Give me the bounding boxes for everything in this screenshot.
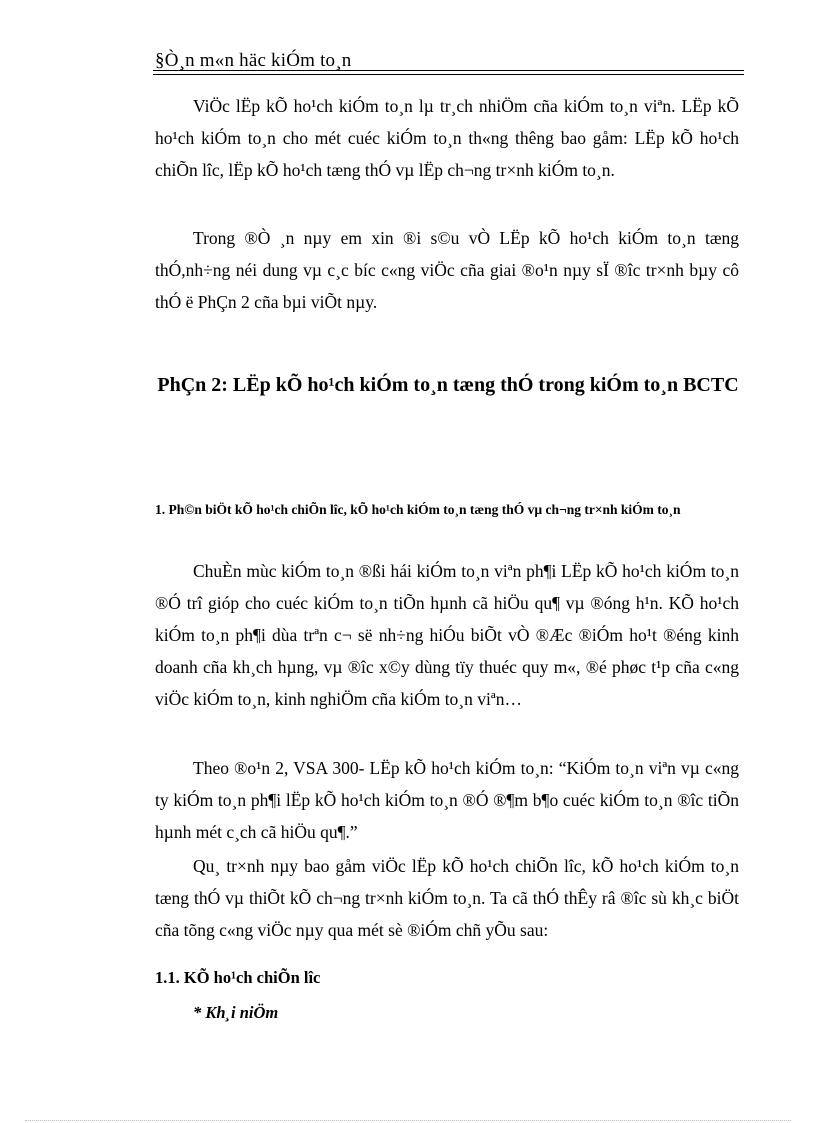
body-paragraph-2: Theo ®o¹n 2, VSA 300- LËp kÕ ho¹ch kiÓm to¸n: “KiÓm to¸n viªn vµ c«ng ty kiÓm to¸n ph¶i lËp kÕ ho¹ch kiÓm to¸n ®Ó ®¶m b¶o cuéc kiÓm to¸n ®îc tiÕn hµnh mét c¸ch cã hiÖu qu¶.”: [155, 758, 739, 842]
subheading-1: 1. Ph©n biÖt kÕ ho¹ch chiÕn lîc, kÕ ho¹ch kiÓm to¸n tæng thÓ vµ ch¬ng tr×nh kiÓm to¸n: [155, 502, 681, 517]
running-header-title: §Ò¸n m«n häc kiÓm to¸n: [155, 50, 352, 71]
intro-paragraph-2: Trong ®Ò ¸n nµy em xin ®i s©u vÒ LËp kÕ ho¹ch kiÓm to¸n tæng thÓ,nh÷ng néi dung vµ c¸c bíc c«ng viÖc cña giai ®o¹n nµy sÏ ®îc tr×nh bµy cô thÓ ë PhÇn 2 cña bµi viÕt nµy.: [155, 228, 739, 312]
body-paragraph-1: ChuÈn mùc kiÓm to¸n ®ßi hái kiÓm to¸n viªn ph¶i LËp kÕ ho¹ch kiÓm to¸n ®Ó trî gióp cho cuéc kiÓm to¸n tiÕn hµnh cã hiÖu qu¶ vµ ®óng h¹n. KÕ ho¹ch kiÓm to¸n ph¶i dùa trªn c¬ së nh÷ng hiÓu biÕt vÒ ®Æc ®iÓm ho¹t ®éng kinh doanh cña kh¸ch hµng, vµ ®îc x©y dùng tïy thuéc quy m«, ®é phøc t¹p cña c«ng viÖc kiÓm to¸n, kinh nghiÖm cña kiÓm to¸n viªn…: [155, 561, 739, 709]
header-rule-thin: [153, 74, 744, 75]
section-heading-1-1: 1.1. KÕ ho¹ch chiÕn lîc: [155, 968, 321, 987]
page-footer-rule: [25, 1120, 791, 1121]
part-2-heading: PhÇn 2: LËp kÕ ho¹ch kiÓm to¸n tæng thÓ trong kiÓm to¸n BCTC: [157, 374, 739, 396]
definition-label: * Kh¸i niÖm: [193, 1003, 279, 1022]
header-rule-thick: [153, 70, 744, 71]
body-paragraph-3: Qu¸ tr×nh nµy bao gåm viÖc lËp kÕ ho¹ch chiÕn lîc, kÕ ho¹ch kiÓm to¸n tæng thÓ vµ thiÕt kÕ ch¬ng tr×nh kiÓm to¸n. Ta cã thÓ thÊy râ ®îc sù kh¸c biÖt cña tõng c«ng viÖc nµy qua mét sè ®iÓm chñ yÕu sau:: [155, 856, 739, 940]
intro-paragraph-1: ViÖc lËp kÕ ho¹ch kiÓm to¸n lµ tr¸ch nhiÖm cña kiÓm to¸n viªn. LËp kÕ ho¹ch kiÓm to¸n cho mét cuéc kiÓm to¸n th«ng thêng bao gåm: LËp kÕ ho¹ch chiÕn lîc, lËp kÕ ho¹ch tæng thÓ vµ lËp ch¬ng tr×nh kiÓm to¸n.: [155, 96, 739, 180]
